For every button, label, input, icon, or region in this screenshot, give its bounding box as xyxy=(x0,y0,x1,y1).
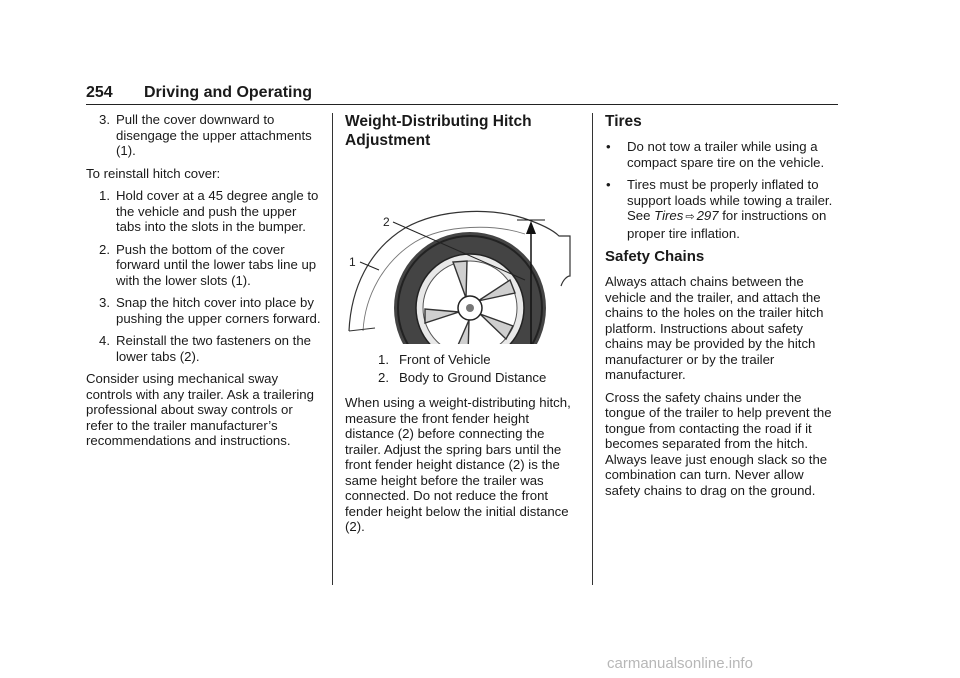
bullet-text: Do not tow a trailer while using a compact spare tire on the vehicle. xyxy=(627,139,825,170)
page-reference-icon: ⇨ xyxy=(685,211,695,223)
bullet-text-tail: for instructions on proper tire inflation. xyxy=(627,208,827,241)
list-number: 3. xyxy=(99,295,110,310)
bumper-line xyxy=(349,328,375,331)
hitch-figure xyxy=(345,158,575,344)
section-heading-safety-chains: Safety Chains xyxy=(605,248,705,265)
list-item xyxy=(86,188,322,235)
column-divider-1 xyxy=(332,113,333,585)
safety-paragraph-2: Cross the safety chains under the tongue of the trailer to help prevent the tongue from contacting the road if it becomes separated from the hitch. Always leave just enough slack so the combination can turn. Never allow safety chains to drag on the ground. xyxy=(605,389,832,498)
page-number: 254 xyxy=(86,84,113,101)
caption-item xyxy=(345,370,581,386)
section-heading-hitch: Weight-Distributing Hitch Adjustment xyxy=(345,113,532,149)
figure-captions xyxy=(345,352,581,385)
page-title: Driving and Operating xyxy=(144,84,313,101)
safety-paragraph-1: Always attach chains between the vehicle and the trailer, and attach the chains to the holes on the trailer hitch platform. Instructions about safety chains may be provided by the hitch manufacturer or by the trailer manufacturer. xyxy=(605,274,824,382)
callout-2-label: 2 xyxy=(383,215,390,229)
list-number: 4. xyxy=(99,333,110,348)
list-text: Push the bottom of the cover forward until the lower tabs line up with the lower slots (1). xyxy=(116,241,317,288)
column-left xyxy=(86,112,322,456)
column-right xyxy=(605,112,841,505)
bullet-text: Tires must be properly inflated to support loads while towing a trailer. See xyxy=(627,177,833,223)
section-heading-tires: Tires xyxy=(605,113,642,130)
bullet-icon: • xyxy=(606,139,611,154)
column-divider-2 xyxy=(592,113,593,585)
caption-number: 1. xyxy=(378,352,389,367)
list-text: Reinstall the two fasteners on the lower tabs (2). xyxy=(116,333,311,364)
list-number: 1. xyxy=(99,188,110,203)
sway-paragraph: Consider using mechanical sway controls with any trailer. Ask a trailering professional about sway controls or refer to the trailer manufacturer’s recommendations and instructions. xyxy=(86,371,314,448)
bullet-item xyxy=(605,177,841,241)
list-text: Snap the hitch cover into place by pushing the upper corners forward. xyxy=(116,295,321,326)
list-item xyxy=(86,242,322,289)
list-text: Pull the cover downward to disengage the upper attachments (1). xyxy=(116,112,312,158)
list-item xyxy=(86,112,322,159)
arrow-up-icon xyxy=(526,221,536,234)
bullet-item xyxy=(605,139,841,170)
list-number: 3. xyxy=(99,112,110,127)
list-item xyxy=(86,295,322,326)
hitch-paragraph: When using a weight-distributing hitch, measure the front fender height distance (2) before connecting the trailer. Adjust the spring bars until the front fender height distance (2) is the same height before the trailer was connected. Do not reduce the front fender height below the initial distance (2). xyxy=(345,395,571,534)
list-item xyxy=(86,333,322,364)
xref-link-tires[interactable]: Tires xyxy=(654,208,684,223)
xref-page-number[interactable]: 297 xyxy=(696,208,719,223)
caption-item xyxy=(345,352,581,368)
hub-center xyxy=(466,304,474,312)
caption-number: 2. xyxy=(378,369,389,385)
column-middle xyxy=(345,112,581,542)
bullet-icon: • xyxy=(606,177,611,192)
callout-1-label: 1 xyxy=(349,255,356,269)
header-rule xyxy=(86,104,838,105)
caption-text: Front of Vehicle xyxy=(399,352,491,367)
list-text: Hold cover at a 45 degree angle to the vehicle and push the upper tabs into the slots in the bumper. xyxy=(116,188,319,234)
caption-text: Body to Ground Distance xyxy=(399,369,547,385)
watermark: carmanualsonline.info xyxy=(607,655,753,672)
reinstall-intro: To reinstall hitch cover: xyxy=(86,165,221,181)
list-number: 2. xyxy=(99,241,110,257)
page-header xyxy=(86,84,838,104)
